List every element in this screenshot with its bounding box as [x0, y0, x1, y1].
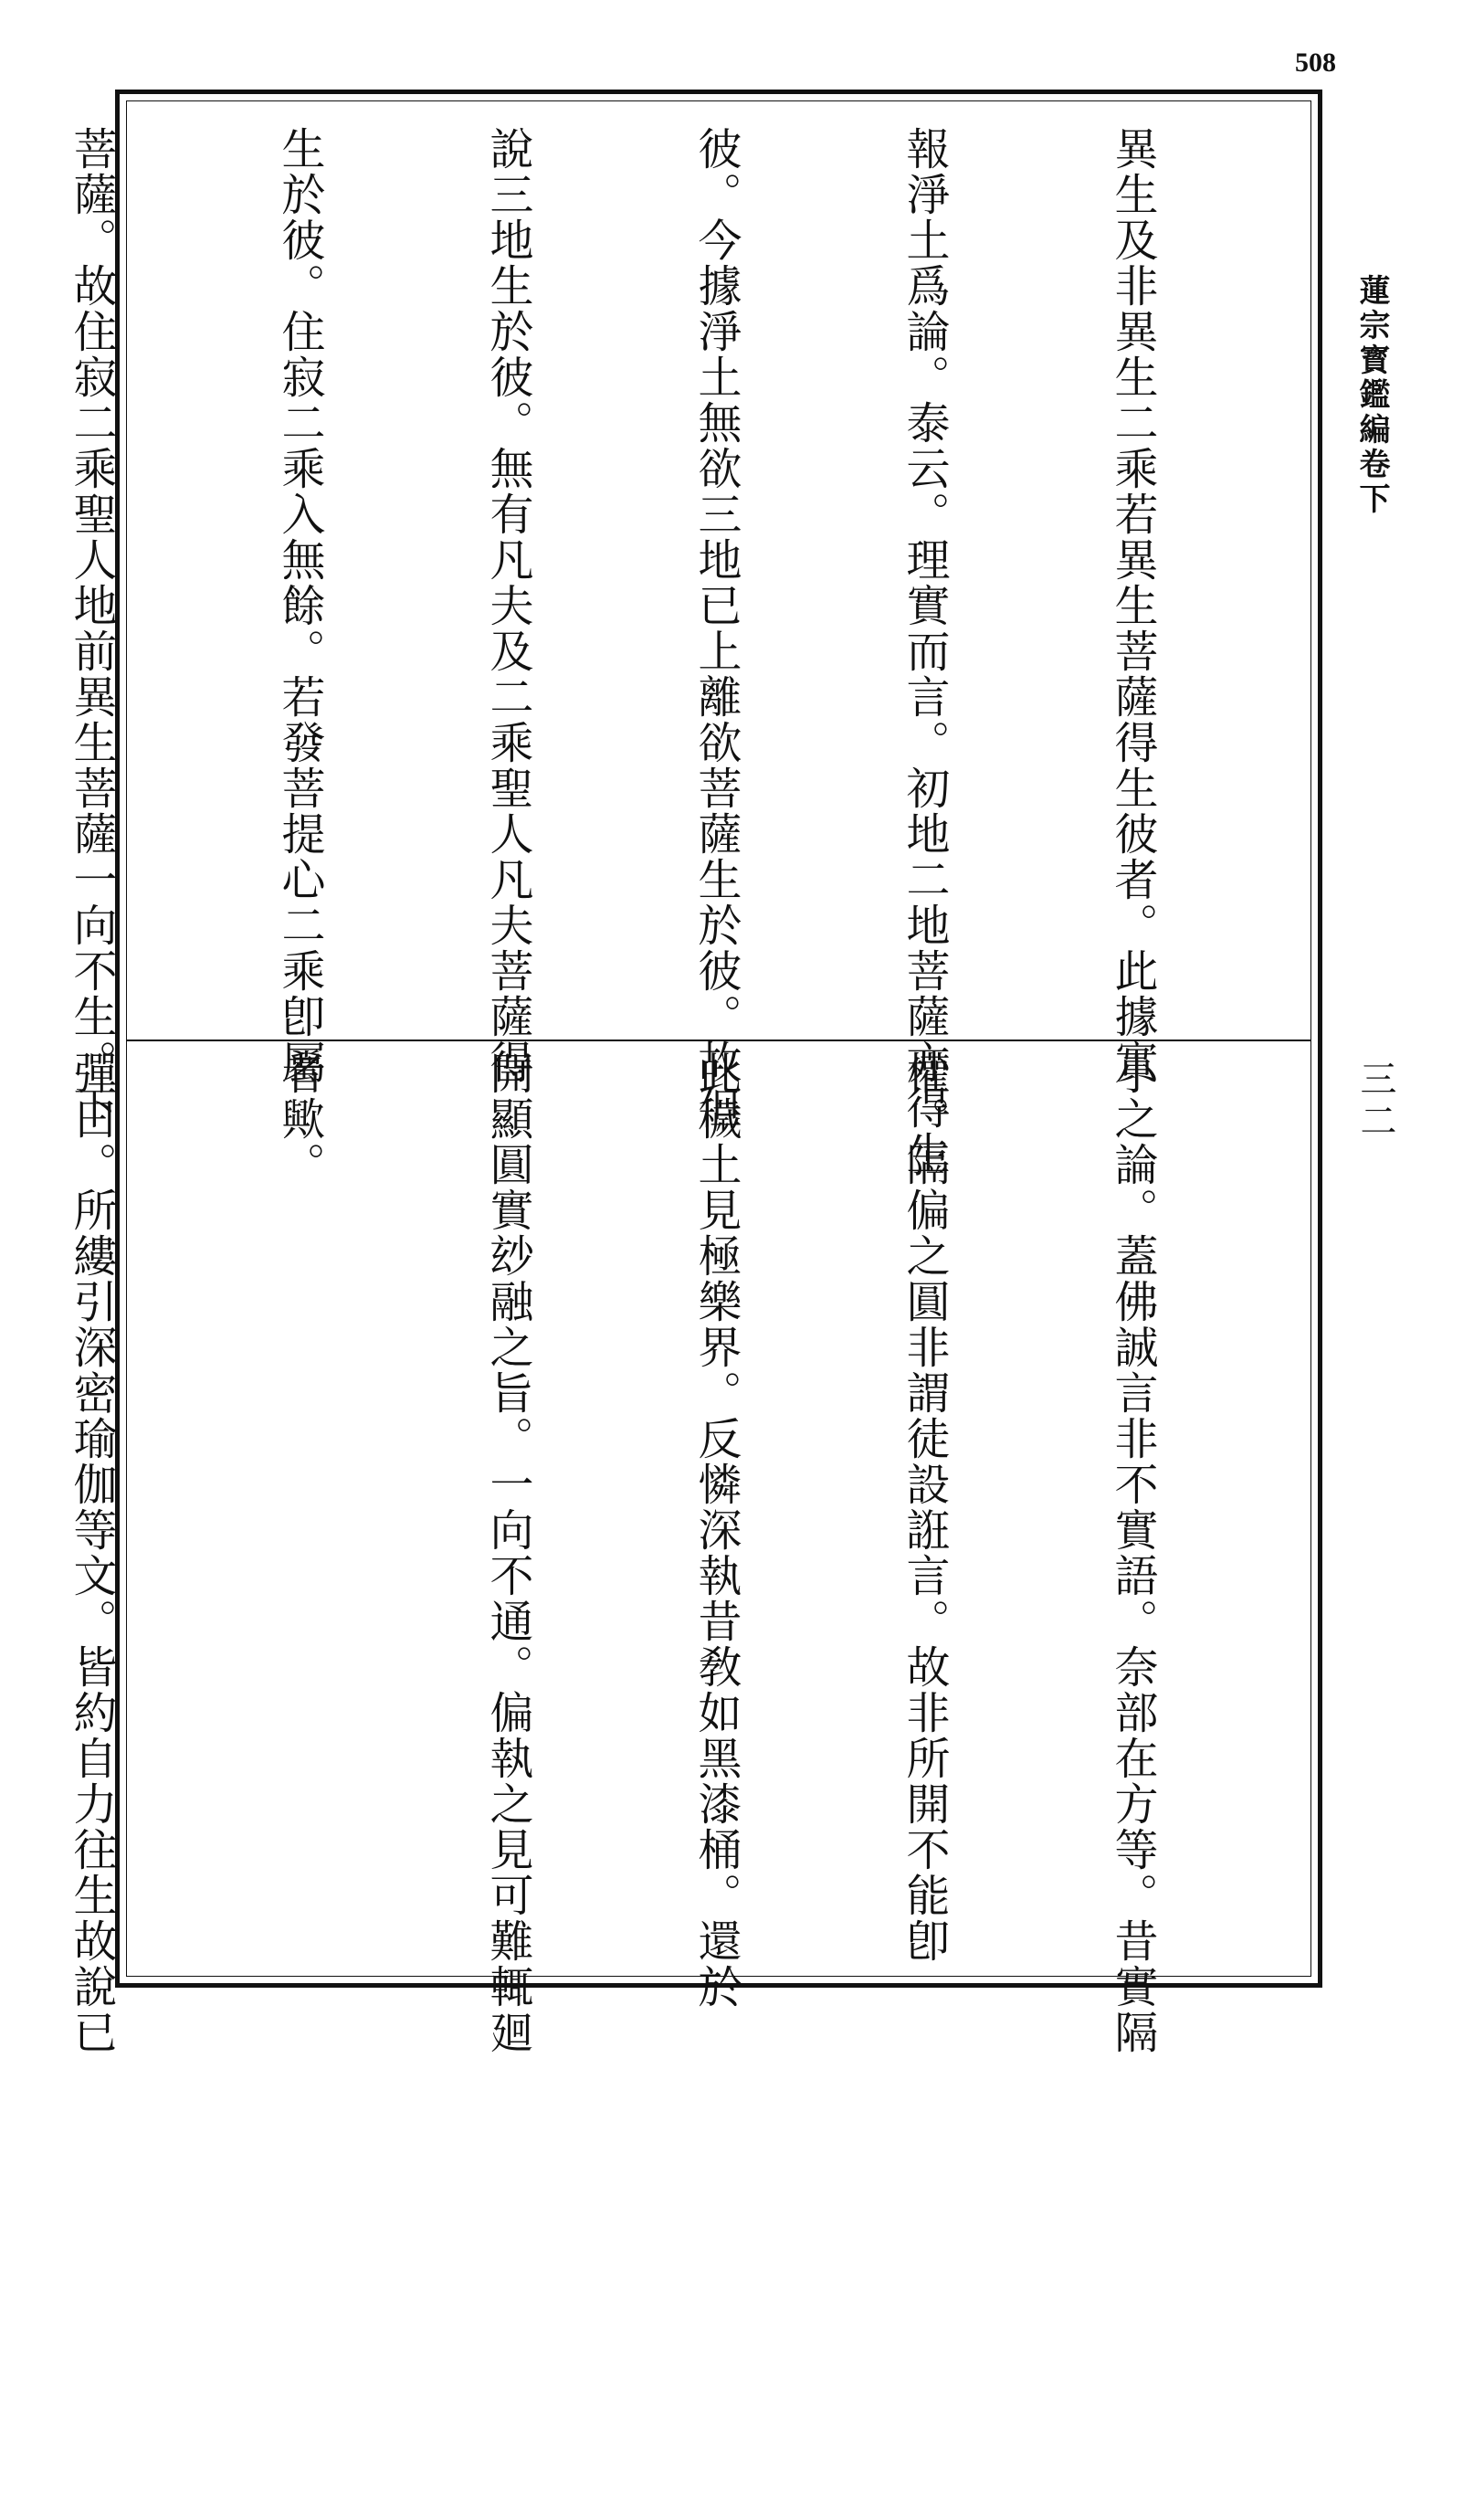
text-column: 異生及非異生二乘若異生菩薩得生彼者。此據實 [1107, 126, 1158, 1085]
text-column: 菩薩。故住寂二乘聖人地前異生菩薩一向不生。下 [66, 126, 117, 1131]
text-column: 此穢土見極樂界。反憐深執昔敎如黑漆桶。還於 [690, 1050, 742, 2010]
text-column: 彼。今據淨土無欲三地已上離欲菩薩生於彼。故但 [690, 126, 742, 1131]
text-column: 小之論。蓋佛誠言非不實語。奈部在方等。昔實隔 [1107, 1050, 1158, 2055]
page-number: 508 [1295, 47, 1336, 78]
text-column: 彈曰。所縷引深密瑜伽等文。皆約自力往生故說已 [66, 1050, 117, 2055]
text-column: 開顯圓實玅融之旨。一向不通。偏執之見可難輒廻 [482, 1050, 533, 2055]
text-column: 說三地生於彼。無有凡夫及二乘聖人凡夫菩薩得 [482, 126, 533, 1085]
text-column: 權。隔偏之圓非謂徒設誑言。故非所開不能卽 [899, 1050, 950, 1964]
folio-number: 三二 [1354, 1060, 1396, 1144]
text-column: 生於彼。住寂二乘入無餘。若發菩提心二乘卽屬 [274, 126, 325, 1085]
bottom-text-block [66, 1050, 1306, 2055]
text-column: 報淨土爲論。泰云。理實而言。初地二地菩薩亦得生 [899, 126, 950, 1177]
running-title: 蓮宗寳鑑編卷下 [1353, 274, 1390, 517]
text-column: 者歟。 [274, 1050, 325, 1187]
